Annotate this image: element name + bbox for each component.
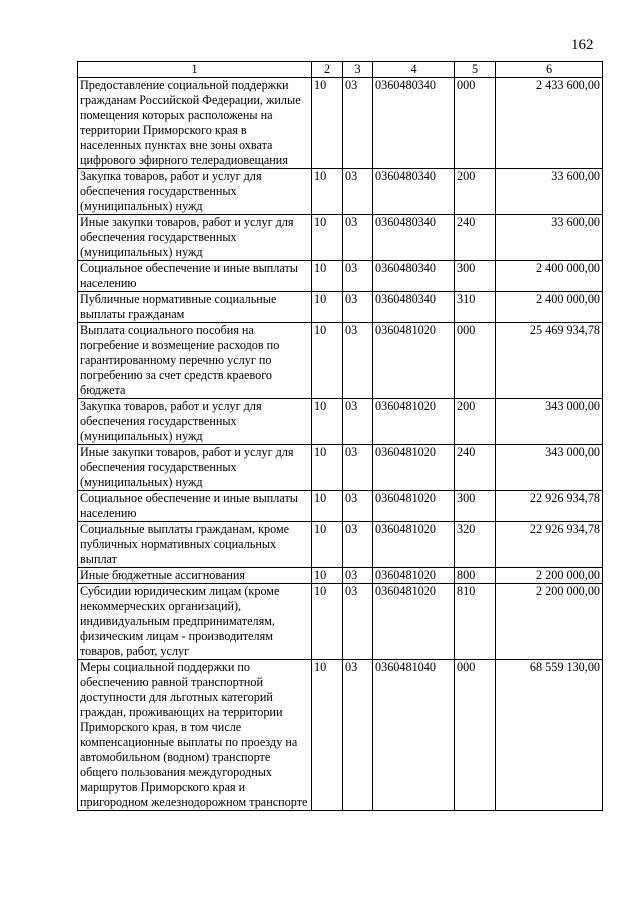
row-description: Предоставление социальной поддержки гражданам Российской Федерации, жилые помещения которых расположены на территории Приморского края в населенных пунктах вне зоны охвата цифрового эфирного телерадиовещания (78, 78, 312, 169)
row-amount: 22 926 934,78 (496, 522, 603, 568)
row-section-code: 10 (312, 215, 343, 261)
row-expense-type-code: 000 (455, 323, 496, 399)
table-row (78, 584, 603, 660)
table-row (78, 78, 603, 169)
row-subsection-code: 03 (343, 78, 373, 169)
row-subsection-code: 03 (343, 584, 373, 660)
row-subsection-code: 03 (343, 445, 373, 491)
row-description: Иные закупки товаров, работ и услуг для обеспечения государственных (муниципальных) нужд (78, 215, 312, 261)
row-amount: 33 600,00 (496, 215, 603, 261)
header-col-6: 6 (496, 62, 603, 78)
row-expense-type-code: 310 (455, 292, 496, 323)
row-target-article-code: 0360481040 (373, 660, 455, 811)
row-subsection-code: 03 (343, 323, 373, 399)
table-row (78, 522, 603, 568)
row-expense-type-code: 240 (455, 445, 496, 491)
row-section-code: 10 (312, 399, 343, 445)
row-description: Иные бюджетные ассигнования (78, 568, 312, 584)
table-body (78, 78, 603, 811)
row-expense-type-code: 810 (455, 584, 496, 660)
row-description: Выплата социального пособия на погребение и возмещение расходов по гарантированному перечню услуг по погребению за счет средств краевого бюджета (78, 323, 312, 399)
row-description: Социальные выплаты гражданам, кроме публичных нормативных социальных выплат (78, 522, 312, 568)
row-subsection-code: 03 (343, 169, 373, 215)
row-target-article-code: 0360480340 (373, 261, 455, 292)
row-description: Социальное обеспечение и иные выплаты населению (78, 491, 312, 522)
row-target-article-code: 0360481020 (373, 445, 455, 491)
row-amount: 343 000,00 (496, 445, 603, 491)
row-target-article-code: 0360481020 (373, 522, 455, 568)
row-expense-type-code: 000 (455, 660, 496, 811)
row-subsection-code: 03 (343, 522, 373, 568)
row-description: Закупка товаров, работ и услуг для обеспечения государственных (муниципальных) нужд (78, 169, 312, 215)
table-row (78, 261, 603, 292)
row-section-code: 10 (312, 323, 343, 399)
row-section-code: 10 (312, 78, 343, 169)
table-row (78, 323, 603, 399)
row-section-code: 10 (312, 169, 343, 215)
row-section-code: 10 (312, 660, 343, 811)
row-amount: 22 926 934,78 (496, 491, 603, 522)
table-row (78, 491, 603, 522)
table-row (78, 445, 603, 491)
table-row (78, 292, 603, 323)
row-description: Социальное обеспечение и иные выплаты населению (78, 261, 312, 292)
row-amount: 2 433 600,00 (496, 78, 603, 169)
row-subsection-code: 03 (343, 399, 373, 445)
table-row (78, 169, 603, 215)
row-subsection-code: 03 (343, 491, 373, 522)
row-target-article-code: 0360480340 (373, 169, 455, 215)
row-target-article-code: 0360481020 (373, 491, 455, 522)
row-target-article-code: 0360481020 (373, 399, 455, 445)
row-description: Публичные нормативные социальные выплаты гражданам (78, 292, 312, 323)
row-description: Закупка товаров, работ и услуг для обеспечения государственных (муниципальных) нужд (78, 399, 312, 445)
header-col-2: 2 (312, 62, 343, 78)
row-target-article-code: 0360481020 (373, 584, 455, 660)
row-description: Меры социальной поддержки по обеспечению равной транспортной доступности для льготных категорий граждан, проживающих на территории Приморского края, в том числе компенсационные выплаты по проезду на автомобильном (водном) транспорте общего пользования междугородных маршрутов Приморского края и пригородном железнодорожном транспорте (78, 660, 312, 811)
row-expense-type-code: 240 (455, 215, 496, 261)
row-subsection-code: 03 (343, 660, 373, 811)
row-amount: 33 600,00 (496, 169, 603, 215)
row-section-code: 10 (312, 584, 343, 660)
row-description: Субсидии юридическим лицам (кроме некоммерческих организаций), индивидуальным предпринимателям, физическим лицам - производителям товаров, работ, услуг (78, 584, 312, 660)
row-expense-type-code: 200 (455, 399, 496, 445)
row-amount: 2 400 000,00 (496, 261, 603, 292)
row-expense-type-code: 320 (455, 522, 496, 568)
header-col-5: 5 (455, 62, 496, 78)
row-section-code: 10 (312, 292, 343, 323)
row-target-article-code: 0360481020 (373, 323, 455, 399)
row-section-code: 10 (312, 522, 343, 568)
row-target-article-code: 0360480340 (373, 292, 455, 323)
row-subsection-code: 03 (343, 292, 373, 323)
page-number: 162 (571, 37, 594, 53)
row-description: Иные закупки товаров, работ и услуг для обеспечения государственных (муниципальных) нужд (78, 445, 312, 491)
header-col-3: 3 (343, 62, 373, 78)
row-subsection-code: 03 (343, 568, 373, 584)
row-expense-type-code: 000 (455, 78, 496, 169)
row-amount: 2 200 000,00 (496, 584, 603, 660)
table-row (78, 399, 603, 445)
row-subsection-code: 03 (343, 215, 373, 261)
row-section-code: 10 (312, 445, 343, 491)
header-col-1: 1 (78, 62, 312, 78)
row-target-article-code: 0360481020 (373, 568, 455, 584)
row-expense-type-code: 800 (455, 568, 496, 584)
row-target-article-code: 0360480340 (373, 78, 455, 169)
row-expense-type-code: 300 (455, 491, 496, 522)
row-target-article-code: 0360480340 (373, 215, 455, 261)
row-amount: 25 469 934,78 (496, 323, 603, 399)
row-amount: 2 400 000,00 (496, 292, 603, 323)
budget-table (77, 61, 603, 811)
row-amount: 343 000,00 (496, 399, 603, 445)
table-row (78, 215, 603, 261)
table-row (78, 660, 603, 811)
row-subsection-code: 03 (343, 261, 373, 292)
row-section-code: 10 (312, 568, 343, 584)
table-row (78, 568, 603, 584)
header-col-4: 4 (373, 62, 455, 78)
row-section-code: 10 (312, 261, 343, 292)
header-row (78, 62, 603, 78)
row-expense-type-code: 300 (455, 261, 496, 292)
row-amount: 68 559 130,00 (496, 660, 603, 811)
row-amount: 2 200 000,00 (496, 568, 603, 584)
row-expense-type-code: 200 (455, 169, 496, 215)
row-section-code: 10 (312, 491, 343, 522)
